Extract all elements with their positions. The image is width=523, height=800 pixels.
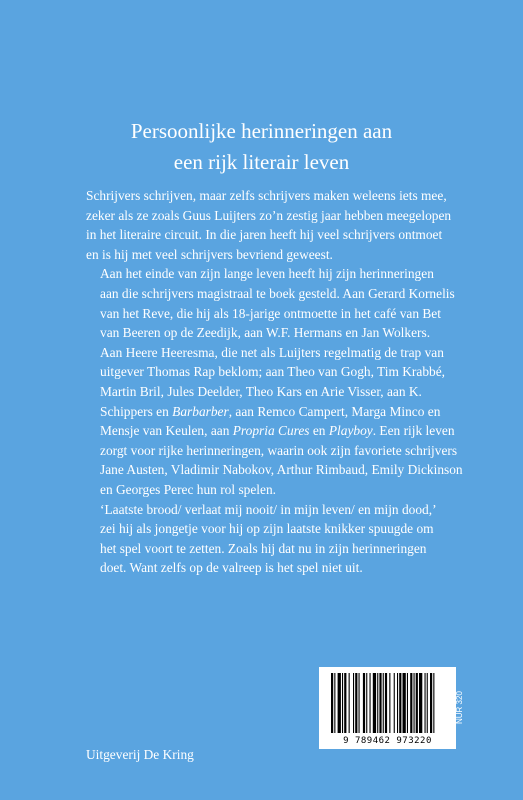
barcode-bar [334,673,335,733]
barcode-bar [363,673,365,733]
barcode-bar [359,673,360,733]
barcode-bar [344,673,346,733]
barcode-bar [383,673,384,733]
barcode-bar [342,673,343,733]
barcode-bar [355,673,357,733]
text-line: Schippers en Barbarber, aan Remco Campert, Marga Minco en [100,403,441,419]
barcode-bar [433,673,434,733]
barcode-bar [338,673,341,733]
barcode-bar [349,673,350,733]
text-line: aan die schrijvers magistraal te boek gesteld. Aan Gerard Kornelis [100,285,455,301]
text-line: het spel voort te zetten. Zoals hij dat nu in zijn herinneringen [100,540,427,556]
text-line: doet. Want zelfs op de valreep is het spel niet uit. [100,560,363,576]
barcode-bar [430,673,432,733]
blurb-paragraph-3 [86,500,437,578]
cover-headline [0,116,523,178]
barcode-bar [370,673,371,733]
blurb-text [86,186,463,578]
text-line: en Georges Perec hun rol spelen. [100,481,277,497]
text-line: en is hij met veel schrijvers bevriend geweest. [86,246,333,262]
barcode-bar [416,673,418,733]
barcode-bar [377,673,378,733]
text-line: in het literaire circuit. In die jaren heeft hij veel schrijvers ontmoet [86,227,443,243]
text-line: uitgever Thomas Rap beklom; aan Theo van Gogh, Tim Krabbé, [100,364,446,380]
barcode-bar [427,673,428,733]
text-line: Jane Austen, Vladimir Nabokov, Arthur Rimbaud, Emily Dickinson [100,462,463,478]
barcode-bar [379,673,381,733]
text-line: van het Reve, die hij als 18-jarige ontmoette in het café van Bet [100,305,441,321]
barcode-bar [366,673,367,733]
blurb-paragraph-2 [86,264,463,499]
text-line: van Beeren op de Zeedijk, aan W.F. Hermans en Jan Wolkers. [100,325,431,341]
barcode-bar [425,673,426,733]
headline-line-1: Persoonlijke herinneringen aan [130,119,393,143]
publisher-name: Uitgeverij De Kring [86,747,194,762]
text-line: zeker als ze zoals Guus Luijters zo’n zestig jaar hebben meegelopen [86,207,452,223]
text-line: Schrijvers schrijven, maar zelfs schrijvers maken weleens iets mee, [86,188,447,203]
barcode-bar [394,673,395,733]
blurb-paragraph-1 [86,186,452,264]
text-line: ‘Laatste brood/ verlaat mij nooit/ in mijn leven/ en mijn dood,’ [100,501,437,517]
isbn-barcode [319,667,456,749]
text-line: Aan Heere Heeresma, die net als Luijters regelmatig de trap van [100,344,444,360]
barcode-bar [373,673,376,733]
barcode-bar [419,673,422,733]
text-line: Martin Bril, Jules Deelder, Theo Kars en Arie Visser, aan K. [100,383,422,399]
nur-code: NUR 320 [455,691,464,725]
barcode-bars [319,667,456,737]
isbn-number: 9 789462 973220 [343,736,432,746]
barcode-bar [389,673,390,733]
barcode-bar [397,673,398,733]
barcode-bar [331,673,333,733]
barcode-bar [385,673,387,733]
barcode-bar [399,673,401,733]
text-line: Aan het einde van zijn lange leven heeft hij zijn herinneringen [100,266,434,282]
text-line: zei hij als jongetje voor hij op zijn laatste knikker spuugde om [100,521,434,537]
barcode-bar [414,673,415,733]
barcode-bar [403,673,406,733]
text-line: zorgt voor rijke herinneringen, waarin ook zijn favoriete schrijvers [100,442,458,458]
barcode-bar [410,673,412,733]
barcode-bar [407,673,408,733]
barcode-bar [353,673,354,733]
headline-line-2: een rijk literair leven [173,150,350,174]
text-line: Mensje van Keulen, aan Propria Cures en Playboy. Een rijk leven [100,423,455,439]
